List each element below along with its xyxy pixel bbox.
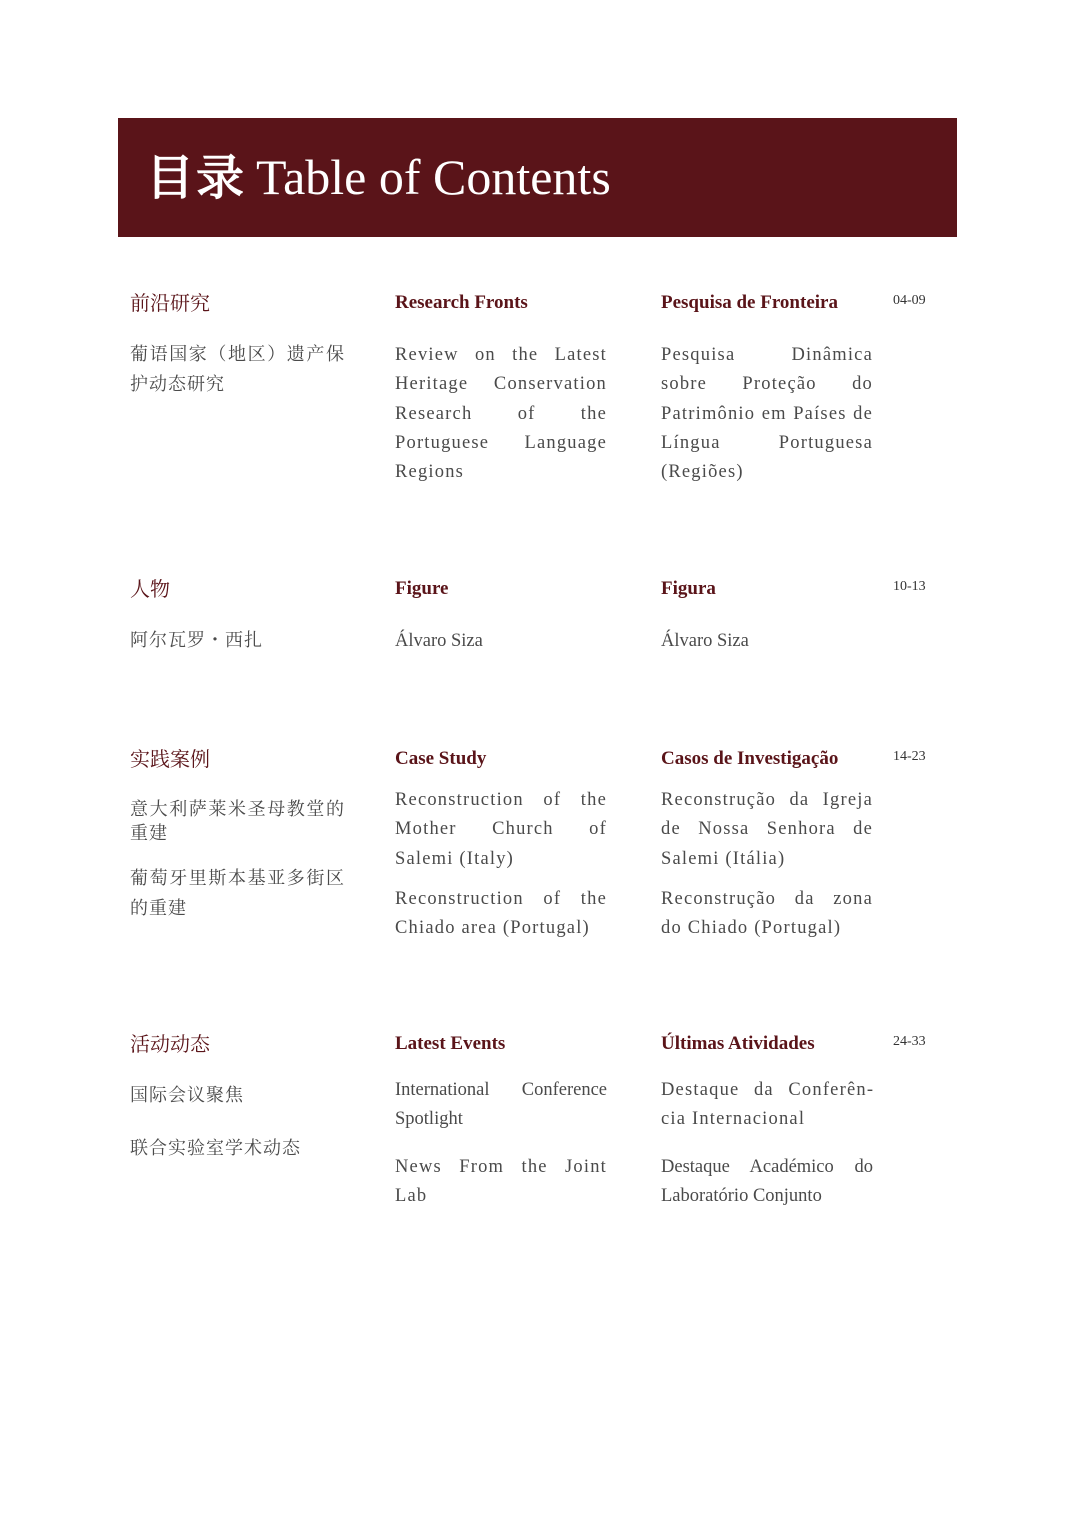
column-portuguese [661,1031,873,1207]
entry-pt[interactable]: Pesquisa Dinâmica sobre Proteção do Patrimônio em Países de Língua Portuguesa (Regiões) [661,345,873,483]
column-english [395,576,607,651]
section-heading-en[interactable]: Research Fronts [395,292,528,313]
column-portuguese [661,746,873,939]
entry-en[interactable]: Álvaro Siza [395,631,483,651]
entry-zh[interactable]: 意大利萨莱米圣母教堂的重建 [130,799,345,844]
page-range: 14-23 [893,749,926,764]
page-title-en: Table of Contents [256,149,611,205]
page-range: 24-33 [893,1034,926,1049]
column-english [395,746,607,939]
entry-pt[interactable]: Destaque Académico do Laboratório Conjunto [661,1157,873,1207]
page-range: 04-09 [893,293,926,308]
page-title-zh: 目录 [146,150,247,206]
page-number-column [893,1031,943,1053]
section-heading-pt[interactable]: Casos de Investigação [661,748,839,769]
section-heading-zh[interactable]: 实践案例 [130,747,210,771]
page-number-column [893,576,943,598]
section-heading-en[interactable]: Case Study [395,748,487,769]
page-number-column [893,746,943,768]
column-chinese [130,576,345,651]
entry-en[interactable]: Reconstruction of the Chiado area (Portugal) [395,889,607,939]
section-heading-zh[interactable]: 前沿研究 [130,291,210,315]
column-portuguese [661,290,873,483]
column-chinese [130,1031,345,1159]
column-english [395,290,607,483]
column-portuguese [661,576,873,651]
column-chinese [130,746,345,919]
entry-pt[interactable]: Álvaro Siza [661,631,749,651]
entry-pt[interactable]: Reconstrução da zona do Chiado (Portugal) [661,889,873,939]
page-number-column [893,290,943,312]
entry-zh[interactable]: 葡语国家（地区）遗产保护动态研究 [130,344,345,395]
section-heading-en[interactable]: Figure [395,578,449,599]
entry-pt[interactable]: Destaque da Conferência Internacional [661,1080,873,1130]
page-title [146,146,611,214]
entry-zh[interactable]: 国际会议聚焦 [130,1085,244,1106]
entry-zh[interactable]: 葡萄牙里斯本基亚多街区的重建 [130,868,345,919]
section-heading-en[interactable]: Latest Events [395,1033,506,1054]
entry-en[interactable]: News From the Joint Lab [395,1157,607,1207]
entry-en[interactable]: Review on the Latest Heritage Conservation Research of the Portuguese Language Regions [395,345,607,483]
entry-zh[interactable]: 联合实验室学术动态 [130,1138,301,1159]
column-english [395,1031,607,1207]
page-range: 10-13 [893,579,926,594]
entry-zh[interactable]: 阿尔瓦罗・西扎 [130,630,263,651]
section-heading-pt[interactable]: Pesquisa de Fronteira [661,292,838,313]
section-heading-pt[interactable]: Últimas Atividades [661,1033,815,1054]
entry-en[interactable]: Reconstruction of the Mother Church of Salemi (Italy) [395,790,607,869]
column-chinese [130,290,345,395]
section-heading-pt[interactable]: Figura [661,578,716,599]
entry-pt[interactable]: Reconstrução da Igreja de Nossa Senhora de Salemi (Itália) [661,790,873,869]
section-heading-zh[interactable]: 活动动态 [130,1032,210,1056]
entry-en[interactable]: International Conference Spotlight [395,1080,607,1130]
section-heading-zh[interactable]: 人物 [130,577,170,601]
title-banner [118,118,957,237]
